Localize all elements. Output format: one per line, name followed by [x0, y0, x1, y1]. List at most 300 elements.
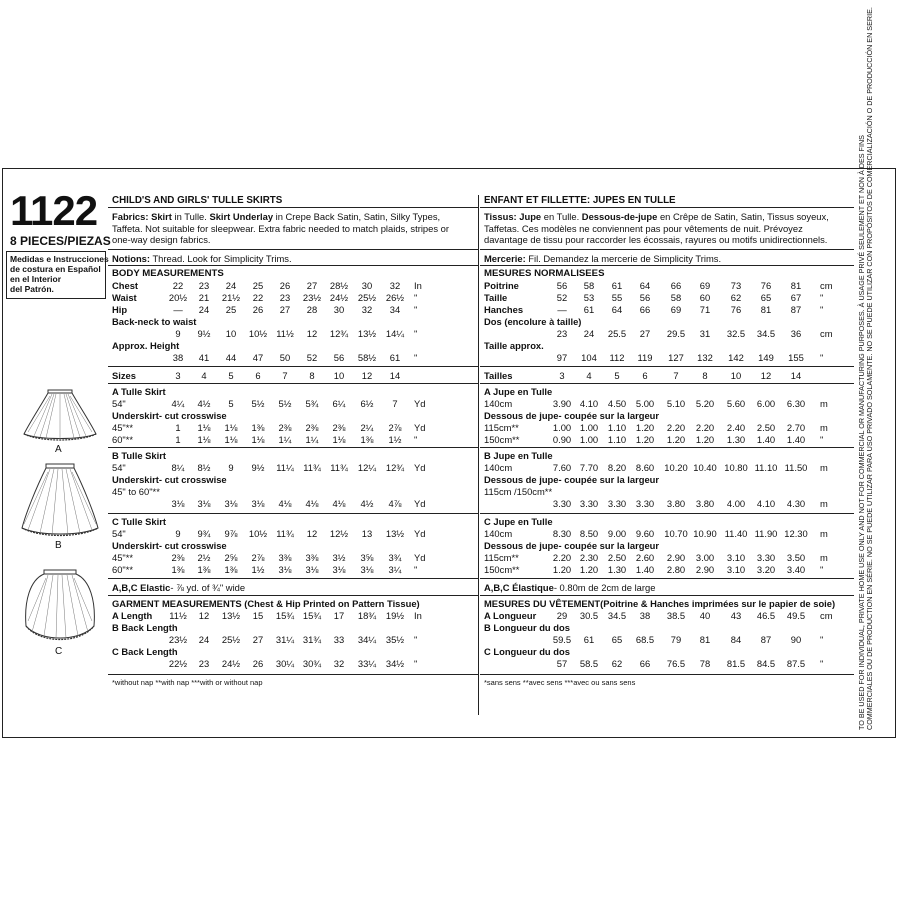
body-row: [480, 280, 854, 291]
cell-value: 3.80: [666, 498, 686, 509]
cell-value: 71: [699, 304, 711, 315]
cell-value: 2.20: [552, 552, 572, 563]
cell-value: 14: [389, 370, 401, 381]
cell-value: 59.5: [552, 634, 572, 645]
mercerie-label: Mercerie:: [484, 253, 526, 264]
pieces-count: 8 PIECES/PIEZAS: [10, 234, 111, 248]
cell-value: 24: [225, 280, 237, 291]
yardage-row-label: 140cm: [484, 462, 513, 473]
cell-value: 29.5: [666, 328, 686, 339]
fabrics-underlay: Skirt Underlay: [206, 211, 274, 222]
cell-value: 53: [583, 292, 595, 303]
cell-value: 6: [255, 370, 261, 381]
cell-value: 27: [639, 328, 651, 339]
cell-value: 30: [333, 304, 345, 315]
cell-value: 10.20: [664, 462, 688, 473]
body-row-label: Waist: [112, 292, 137, 303]
cell-value: 65: [611, 634, 623, 645]
notions-text: Thread. Look for Simplicity Trims.: [150, 253, 292, 264]
unit: ": [414, 328, 418, 339]
garment-row-label: C Longueur du dos: [484, 646, 570, 657]
tissus-paragraph: [484, 211, 854, 246]
cell-value: 2.20: [695, 422, 715, 433]
unit: ": [820, 292, 824, 303]
tissus-dessous-fabric: en Crêpe de Satin, Satin, Tissus soyeux,: [657, 211, 829, 222]
cell-value: 15¾: [275, 610, 295, 621]
fabrics-line: one-way design fabrics.: [112, 234, 211, 245]
cell-value: 7.70: [579, 462, 599, 473]
cell-value: 17: [333, 610, 345, 621]
yardage-row-label: 150cm**: [484, 434, 520, 445]
body-row-label: Dos (encolure à taille): [484, 316, 582, 327]
cell-value: 4.30: [786, 498, 806, 509]
cell-value: 3½: [332, 552, 346, 563]
cell-value: 104: [581, 352, 597, 363]
tissus-jupe: Jupe: [516, 211, 542, 222]
cell-value: 30: [361, 280, 373, 291]
cell-value: 11.40: [724, 528, 748, 539]
yardage-row: [108, 552, 478, 563]
divider: [108, 595, 478, 596]
unit: In: [414, 280, 422, 291]
fabrics-line: Taffeta. Not suitable for sleepwear. Extra fabric needed to match plaids, stripes or: [112, 222, 449, 234]
cell-value: 58.5: [579, 658, 599, 669]
garment-measurements-title: MESURES DU VÊTEMENT(Poitrine & Hanches imprimées sur le papier de soie): [484, 598, 836, 609]
body-row: [108, 328, 478, 339]
yardage-row: [108, 462, 478, 473]
cell-value: 2⅜: [171, 552, 185, 563]
cell-value: 38: [639, 610, 651, 621]
cell-value: 52: [306, 352, 318, 363]
cell-value: 22: [172, 280, 184, 291]
cell-value: 61: [611, 280, 623, 291]
cell-value: 4.00: [726, 498, 746, 509]
body-row: [480, 304, 854, 315]
legal-line: TO BE USED FOR INDIVIDUAL, PRIVATE HOME USE ONLY AND NOT FOR COMMERCIAL OR MANUFACTURING PURPOSES. À USAGE PRIVÉ SEULEMENT ET NON À DES FINS: [857, 135, 866, 730]
fabrics-paragraph: [112, 211, 478, 246]
unit: Yd: [414, 398, 426, 409]
cell-value: 4⅛: [278, 498, 292, 509]
cell-value: 3⅛: [305, 564, 319, 575]
cell-value: 2¼: [360, 422, 374, 433]
garment-row-label: C Back Length: [112, 646, 178, 657]
cell-value: 40: [699, 610, 711, 621]
elastic-line: [484, 582, 655, 593]
cell-value: 1.20: [695, 434, 715, 445]
cell-value: 15¾: [302, 610, 322, 621]
cell-value: 1⅛: [251, 434, 265, 445]
cell-value: 11½: [276, 328, 294, 339]
cell-value: 1⅜: [224, 564, 238, 575]
cell-value: 3.10: [726, 564, 746, 575]
cell-value: 4⅛: [305, 498, 319, 509]
yardage-row: [480, 498, 854, 509]
yardage-row-label: 150cm**: [484, 564, 520, 575]
unit: ": [414, 434, 418, 445]
cell-value: 34: [389, 304, 401, 315]
body-row-label: Hanches: [484, 304, 524, 315]
unit: ": [820, 304, 824, 315]
skirt-view-b-illustration: [20, 458, 100, 538]
unit: cm: [820, 280, 833, 291]
fabrics-label: Fabrics:: [112, 211, 149, 222]
cell-value: 3.80: [695, 498, 715, 509]
unit: m: [820, 528, 828, 539]
cell-value: 11.90: [754, 528, 778, 539]
cell-value: 2.90: [695, 564, 715, 575]
cell-value: 23: [198, 658, 210, 669]
yardage-row-label: 115cm**: [484, 422, 519, 433]
cell-value: 2⅞: [388, 422, 402, 433]
cell-value: 2.30: [579, 552, 599, 563]
unit: ": [414, 352, 418, 363]
cell-value: 61: [583, 304, 595, 315]
body-row-label: Poitrine: [484, 280, 519, 291]
cell-value: 11¾: [303, 462, 321, 473]
cell-value: 31¼: [275, 634, 295, 645]
cell-value: 12: [198, 610, 210, 621]
cell-value: 1.20: [666, 434, 686, 445]
cell-value: 4.50: [607, 398, 627, 409]
unit: ": [414, 658, 418, 669]
cell-value: 52: [556, 292, 568, 303]
cell-value: 3⅛: [332, 564, 346, 575]
unit: cm: [820, 328, 833, 339]
cell-value: 5: [228, 398, 234, 409]
cell-value: 9½: [197, 328, 211, 339]
cell-value: 21½: [221, 292, 241, 303]
cell-value: 87: [790, 304, 802, 315]
cell-value: 81: [699, 634, 711, 645]
cell-value: 25: [225, 304, 237, 315]
cell-value: 4¼: [171, 398, 185, 409]
cell-value: 12¼: [357, 462, 377, 473]
cell-value: 1⅛: [197, 422, 211, 433]
divider: [108, 265, 478, 266]
cell-value: 10.40: [693, 462, 717, 473]
cell-value: 5.00: [635, 398, 655, 409]
cell-value: 3¼: [388, 564, 402, 575]
yardage-row-label: 54": [112, 398, 126, 409]
cell-value: 9.60: [635, 528, 655, 539]
cell-value: 1⅛: [332, 434, 346, 445]
cell-value: 2.70: [786, 422, 806, 433]
cell-value: 24: [198, 304, 210, 315]
cell-value: 32: [333, 658, 345, 669]
unit: Yd: [414, 422, 426, 433]
unit: Yd: [414, 528, 426, 539]
cell-value: 62: [730, 292, 742, 303]
cell-value: 9: [175, 528, 181, 539]
cell-value: 56: [333, 352, 345, 363]
cell-value: 127: [668, 352, 684, 363]
cell-value: 76: [730, 304, 742, 315]
body-row-label: Taille approx.: [484, 340, 544, 351]
cell-value: 2.20: [666, 422, 686, 433]
cell-value: 10: [225, 328, 237, 339]
cell-value: 9: [228, 462, 234, 473]
cell-value: 112: [609, 352, 625, 363]
underskirt-label: Underskirt- cut crosswise: [112, 474, 227, 485]
cell-value: 12¾: [385, 462, 405, 473]
yardage-row: [480, 434, 854, 445]
yardage-row: [480, 462, 854, 473]
cell-value: 68.5: [635, 634, 655, 645]
cell-value: 3.40: [786, 564, 806, 575]
cell-value: 5.60: [726, 398, 746, 409]
cell-value: 5.10: [666, 398, 686, 409]
cell-value: 1⅛: [224, 422, 238, 433]
cell-value: 10.70: [664, 528, 688, 539]
cell-value: 9¾: [197, 528, 211, 539]
spanish-note-line: Medidas e Instrucciones: [10, 254, 109, 264]
column-divider: [478, 195, 479, 715]
cell-value: 12: [306, 328, 318, 339]
body-row-label: Approx. Height: [112, 340, 180, 351]
cell-value: 3.00: [695, 552, 715, 563]
cell-value: 1½: [388, 434, 402, 445]
garment-row: [480, 658, 854, 669]
cell-value: 1¼: [278, 434, 292, 445]
body-row: [480, 292, 854, 303]
cell-value: 76: [760, 280, 772, 291]
cell-value: 34¼: [357, 634, 377, 645]
cell-value: 58½: [357, 352, 377, 363]
cell-value: 5¾: [305, 398, 319, 409]
cell-value: 10.80: [724, 462, 748, 473]
elastic-text: - ⅞ yd. of ¾" wide: [170, 582, 246, 593]
underskirt-label: Underskirt- cut crosswise: [112, 540, 227, 551]
unit: Yd: [414, 462, 426, 473]
cell-value: 3.10: [726, 552, 746, 563]
view-label-a: A: [55, 444, 62, 455]
divider: [108, 447, 478, 448]
divider: [480, 366, 854, 367]
fabrics-skirt-fabric: in Tulle.: [171, 211, 207, 222]
yardage-row-label: 140cm: [484, 528, 513, 539]
cell-value: 4½: [360, 498, 374, 509]
cell-value: 11.50: [784, 462, 808, 473]
cell-value: 2.50: [607, 552, 627, 563]
cell-value: 57: [556, 658, 568, 669]
garment-row: [108, 610, 478, 621]
cell-value: 64: [639, 280, 651, 291]
garment-row-label: A Longueur: [484, 610, 537, 621]
cell-value: 64: [611, 304, 623, 315]
divider: [480, 265, 854, 266]
cell-value: 65: [760, 292, 772, 303]
cell-value: 1.40: [786, 434, 806, 445]
cell-value: 149: [758, 352, 774, 363]
english-title: CHILD'S AND GIRLS' TULLE SKIRTS: [112, 195, 283, 206]
cell-value: 22: [252, 292, 264, 303]
cell-value: 2.50: [756, 422, 776, 433]
cell-value: 1.20: [635, 434, 655, 445]
cell-value: 3⅛: [251, 498, 265, 509]
cell-value: 81.5: [726, 658, 746, 669]
mercerie-line: [484, 253, 721, 264]
garment-row: [108, 658, 478, 669]
cell-value: —: [173, 304, 183, 315]
cell-value: 33¼: [357, 658, 377, 669]
footnote: *without nap **with nap ***with or without nap: [112, 678, 263, 687]
unit: In: [414, 610, 422, 621]
cell-value: 31¾: [302, 634, 322, 645]
cell-value: 4: [586, 370, 592, 381]
cell-value: 11½: [169, 610, 187, 621]
cell-value: 12: [361, 370, 373, 381]
yardage-row: [480, 528, 854, 539]
cell-value: 18¾: [357, 610, 377, 621]
cell-value: 26½: [385, 292, 405, 303]
garment-row: [108, 634, 478, 645]
cell-value: 5: [614, 370, 620, 381]
body-row-label: Taille: [484, 292, 508, 303]
cell-value: 24½: [329, 292, 349, 303]
cell-value: 26: [279, 280, 291, 291]
cell-value: 3⅛: [224, 498, 238, 509]
cell-value: 6.30: [786, 398, 806, 409]
cell-value: 2½: [197, 552, 211, 563]
mercerie-text: Fil. Demandez la mercerie de Simplicity Trims.: [525, 253, 722, 264]
spanish-note-line: en el Interior: [10, 274, 62, 284]
cell-value: 11¾: [276, 528, 294, 539]
unit: m: [820, 422, 828, 433]
cell-value: 6.00: [756, 398, 776, 409]
cell-value: 46.5: [756, 610, 776, 621]
underskirt-label: Dessous de jupe- coupée sur la largeur: [484, 540, 660, 551]
yardage-row-label: 45"**: [112, 552, 134, 563]
body-row: [108, 304, 478, 315]
fabrics-underlay-fabric: in Crepe Back Satin, Satin, Silky Types,: [273, 211, 441, 222]
yardage-row-label: 140cm: [484, 398, 513, 409]
tissus-label: Tissus:: [484, 211, 517, 222]
cell-value: 47: [252, 352, 264, 363]
cell-value: 1.30: [726, 434, 746, 445]
cell-value: 10½: [248, 328, 268, 339]
garment-row-label: B Back Length: [112, 622, 178, 633]
cell-value: 81: [790, 280, 802, 291]
elastic-label: A,B,C Élastique: [484, 582, 554, 593]
body-row: [480, 352, 854, 363]
body-row: [108, 280, 478, 291]
yardage-row-label: 54": [112, 462, 126, 473]
garment-row: [480, 634, 854, 645]
body-row-label: Hip: [112, 304, 128, 315]
yardage-row: [480, 422, 854, 433]
unit: m: [820, 498, 828, 509]
cell-value: 29: [556, 610, 568, 621]
cell-value: 60: [699, 292, 711, 303]
cell-value: 84.5: [756, 658, 776, 669]
spanish-note-line: del Patrón.: [10, 284, 54, 294]
spanish-note-box: [6, 251, 109, 299]
cell-value: 25: [252, 280, 264, 291]
mesures-normalisees-title: MESURES NORMALISEES: [484, 268, 605, 279]
cell-value: 62: [611, 658, 623, 669]
cell-value: 25½: [221, 634, 241, 645]
view-a-title: A Jupe en Tulle: [484, 386, 553, 397]
yardage-row: [108, 422, 478, 433]
skirt-view-c-illustration: [20, 566, 100, 646]
cell-value: 1.20: [552, 564, 572, 575]
cell-value: 1.30: [607, 564, 627, 575]
cell-value: 2.40: [726, 422, 746, 433]
cell-value: 132: [697, 352, 713, 363]
cell-value: 1⅜: [360, 434, 374, 445]
cell-value: 155: [788, 352, 804, 363]
cell-value: 4⅞: [388, 498, 402, 509]
cell-value: 8.20: [607, 462, 627, 473]
view-label-c: C: [55, 646, 63, 657]
cell-value: 49.5: [786, 610, 806, 621]
cell-value: 69: [699, 280, 711, 291]
cell-value: 3.30: [756, 552, 776, 563]
cell-value: 3⅝: [360, 552, 374, 563]
cell-value: 10: [333, 370, 345, 381]
cell-value: 8¼: [171, 462, 185, 473]
body-row: [108, 352, 478, 363]
notions-line: [112, 253, 292, 264]
garment-measurements-title: GARMENT MEASUREMENTS (Chest & Hip Printed on Pattern Tissue): [112, 598, 420, 609]
cell-value: 3⅜: [305, 552, 319, 563]
cell-value: 27: [252, 634, 264, 645]
cell-value: 41: [198, 352, 210, 363]
underskirt-label: Underskirt- cut crosswise: [112, 410, 227, 421]
cell-value: 44: [225, 352, 237, 363]
cell-value: 25½: [357, 292, 377, 303]
cell-value: 2⅞: [251, 552, 265, 563]
cell-value: 1.20: [579, 564, 599, 575]
sizes-row-label: Tailles: [484, 370, 513, 381]
cell-value: 11.10: [754, 462, 778, 473]
cell-value: 90: [790, 634, 802, 645]
yardage-row: [108, 498, 478, 509]
cell-value: 23: [556, 328, 568, 339]
legal-notice: [857, 7, 898, 730]
cell-value: 142: [728, 352, 744, 363]
cell-value: 24: [583, 328, 595, 339]
sizes-row: [108, 370, 478, 381]
cell-value: 73: [730, 280, 742, 291]
cell-value: 38.5: [666, 610, 686, 621]
cell-value: 1⅜: [197, 564, 211, 575]
cell-value: 30¼: [275, 658, 295, 669]
cell-value: 97: [556, 352, 568, 363]
cell-value: 4.10: [756, 498, 776, 509]
unit: ": [820, 658, 824, 669]
legal-notice-text: [857, 7, 875, 730]
cell-value: 3: [175, 370, 181, 381]
cell-value: 43: [730, 610, 742, 621]
yardage-row: [108, 398, 478, 409]
unit: ": [820, 352, 824, 363]
cell-value: 1½: [251, 564, 265, 575]
cell-value: 66: [639, 304, 651, 315]
body-row-label: Back-neck to waist: [112, 316, 197, 327]
cell-value: 25.5: [607, 328, 627, 339]
sizes-row: [480, 370, 854, 381]
cell-value: 23: [198, 280, 210, 291]
cell-value: 30¾: [302, 658, 322, 669]
cell-value: 8.50: [579, 528, 599, 539]
cell-value: 61: [389, 352, 401, 363]
cell-value: 8: [309, 370, 315, 381]
cell-value: 0.90: [552, 434, 572, 445]
cell-value: 2⅜: [278, 422, 292, 433]
garment-row-label: B Longueur du dos: [484, 622, 570, 633]
cell-value: 1: [175, 434, 181, 445]
